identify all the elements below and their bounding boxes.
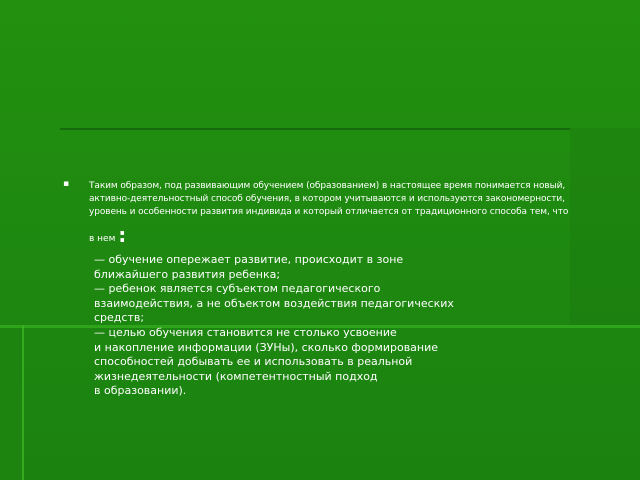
decorative-shade — [570, 128, 640, 325]
points-line: способностей добывать ее и использовать в реальной — [94, 355, 413, 369]
points-line: жизнедеятельности (компетентностный подход — [94, 369, 378, 383]
intro-ending — [89, 223, 126, 251]
decorative-line-vertical — [22, 325, 24, 480]
intro-paragraph: Таким образом, под развивающим обучением (образованием) в настоящее время понимается новый, активно-деятельностный способ обучения, в котором учитываются и используются закономерности, уровень и особенности развития индивида и который отличается от традиционного способа тем, что — [89, 181, 569, 217]
points-line: — целью обучения становится не столько усвоение — [94, 325, 397, 339]
decorative-shade-left — [0, 328, 22, 480]
points-list — [94, 253, 474, 399]
points-line: — ребенок является субъектом педагогического — [94, 282, 381, 296]
points-line: в образовании). — [94, 384, 187, 398]
points-line: и накопление информации (ЗУНы), сколько формирование — [94, 340, 439, 354]
intro-colon: : — [118, 223, 127, 247]
points-line: ближайшего развития ребенка; — [94, 267, 281, 281]
points-line: средств; — [94, 311, 145, 325]
points-line: — обучение опережает развитие, происходит в зоне — [94, 253, 404, 266]
points-line: взаимодействия, а не объектом воздействия педагогических — [94, 296, 454, 310]
decorative-line-top — [60, 128, 570, 130]
intro-ending-text: в нем — [89, 234, 116, 244]
bullet-square-icon: ▪ — [63, 179, 70, 189]
